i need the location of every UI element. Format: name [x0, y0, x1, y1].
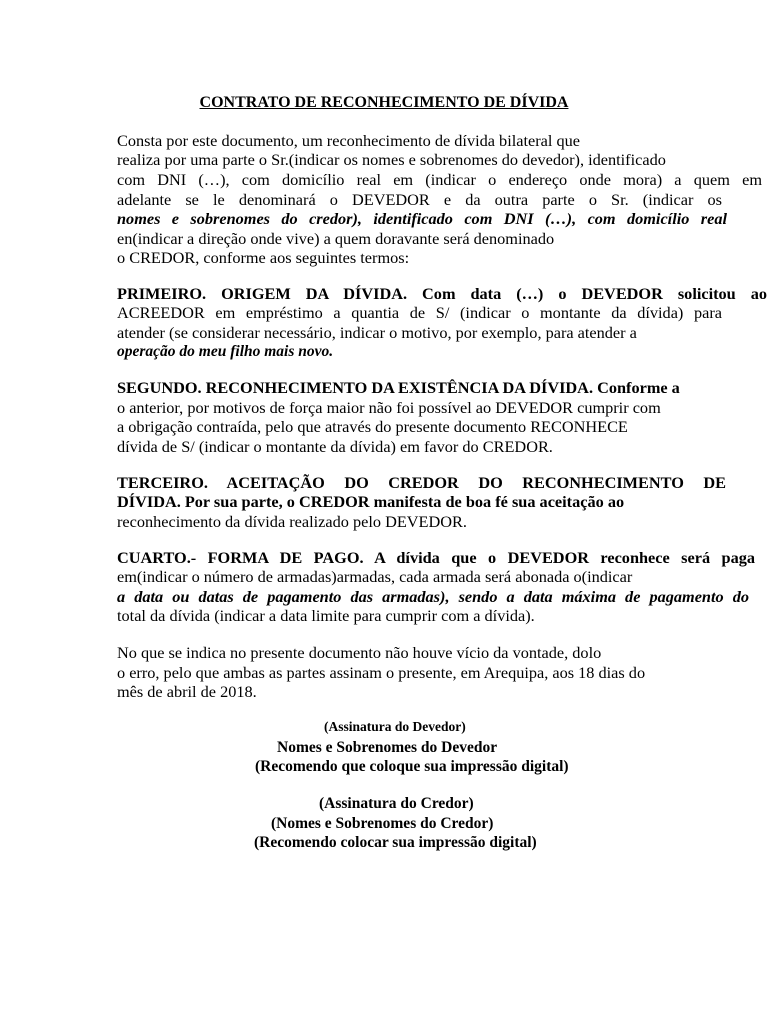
- clause-line: em(indicar o número de armadas)armadas, cada armada será abonada o(indicar: [117, 567, 633, 586]
- credor-name-label: (Nomes e Sobrenomes do Credor): [271, 815, 494, 832]
- devedor-fingerprint-note: (Recomendo que coloque sua impressão digital): [255, 758, 569, 775]
- credor-fingerprint-note: (Recomendo colocar sua impressão digital): [254, 834, 537, 851]
- intro-line: com DNI (…), com domicílio real em (indicar o endereço onde mora) a quem em: [117, 170, 762, 189]
- intro-line: adelante se le denominará o DEVEDOR e da outra parte o Sr. (indicar os: [117, 190, 722, 209]
- intro-line: realiza por uma parte o Sr.(indicar os nomes e sobrenomes do devedor), identificado: [117, 150, 666, 169]
- document-title: CONTRATO DE RECONHECIMENTO DE DÍVIDA: [199, 94, 569, 111]
- closing-line: No que se indica no presente documento não houve vício da vontade, dolo: [117, 643, 602, 662]
- closing-line: mês de abril de 2018.: [117, 682, 257, 701]
- clause-line: total da dívida (indicar a data limite para cumprir com a dívida).: [117, 606, 535, 625]
- devedor-signature-label: (Assinatura do Devedor): [324, 719, 466, 734]
- clause-line: atender (se considerar necessário, indicar o motivo, por exemplo, para atender a: [117, 323, 637, 342]
- credor-signature-label: (Assinatura do Credor): [319, 795, 474, 812]
- clause-heading: TERCEIRO. ACEITAÇÃO DO CREDOR DO RECONHECIMENTO DE: [117, 473, 726, 492]
- clause-line: o anterior, por motivos de força maior não foi possível ao DEVEDOR cumprir com: [117, 398, 661, 417]
- clause-line: dívida de S/ (indicar o montante da dívida) em favor do CREDOR.: [117, 437, 553, 456]
- clause-heading-line: [117, 548, 755, 568]
- intro-line: Consta por este documento, um reconhecimento de dívida bilateral que: [117, 131, 580, 150]
- clause-line: operação do meu filho mais novo.: [117, 343, 334, 360]
- clause-text: solicitou ao: [662, 284, 767, 303]
- clause-line: ACREEDOR em empréstimo a quantia de S/ (indicar o montante da dívida) para: [117, 303, 722, 322]
- devedor-name-label: Nomes e Sobrenomes do Devedor: [277, 739, 498, 756]
- intro-line: o CREDOR, conforme aos seguintes termos:: [117, 248, 410, 267]
- intro-line: en(indicar a direção onde vive) a quem doravante será denominado: [117, 229, 555, 248]
- clause-line: a obrigação contraída, pelo que através do presente documento RECONHECE: [117, 417, 628, 436]
- clause-line: reconhecimento da dívida realizado pelo DEVEDOR.: [117, 512, 467, 531]
- closing-line: o erro, pelo que ambas as partes assinam o presente, em Arequipa, aos 18 dias do: [117, 663, 646, 682]
- clause-heading: PRIMEIRO. ORIGEM DA DÍVIDA. Com data (…) o DEVEDOR: [117, 284, 663, 303]
- clause-heading: SEGUNDO. RECONHECIMENTO DA EXISTÊNCIA DA DÍVIDA. Conforme a: [117, 378, 680, 397]
- clause-line: DÍVIDA. Por sua parte, o CREDOR manifesta de boa fé sua aceitação ao: [117, 492, 625, 511]
- clause-text: reconhece será paga: [589, 548, 756, 567]
- clause-line: a data ou datas de pagamento das armadas), sendo a data máxima de pagamento do: [117, 587, 749, 606]
- clause-heading: CUARTO.- FORMA DE PAGO. A dívida que o DEVEDOR: [117, 548, 589, 567]
- clause-heading-line: [117, 284, 767, 304]
- intro-line: nomes e sobrenomes do credor), identificado com DNI (…), com domicílio real: [117, 209, 727, 228]
